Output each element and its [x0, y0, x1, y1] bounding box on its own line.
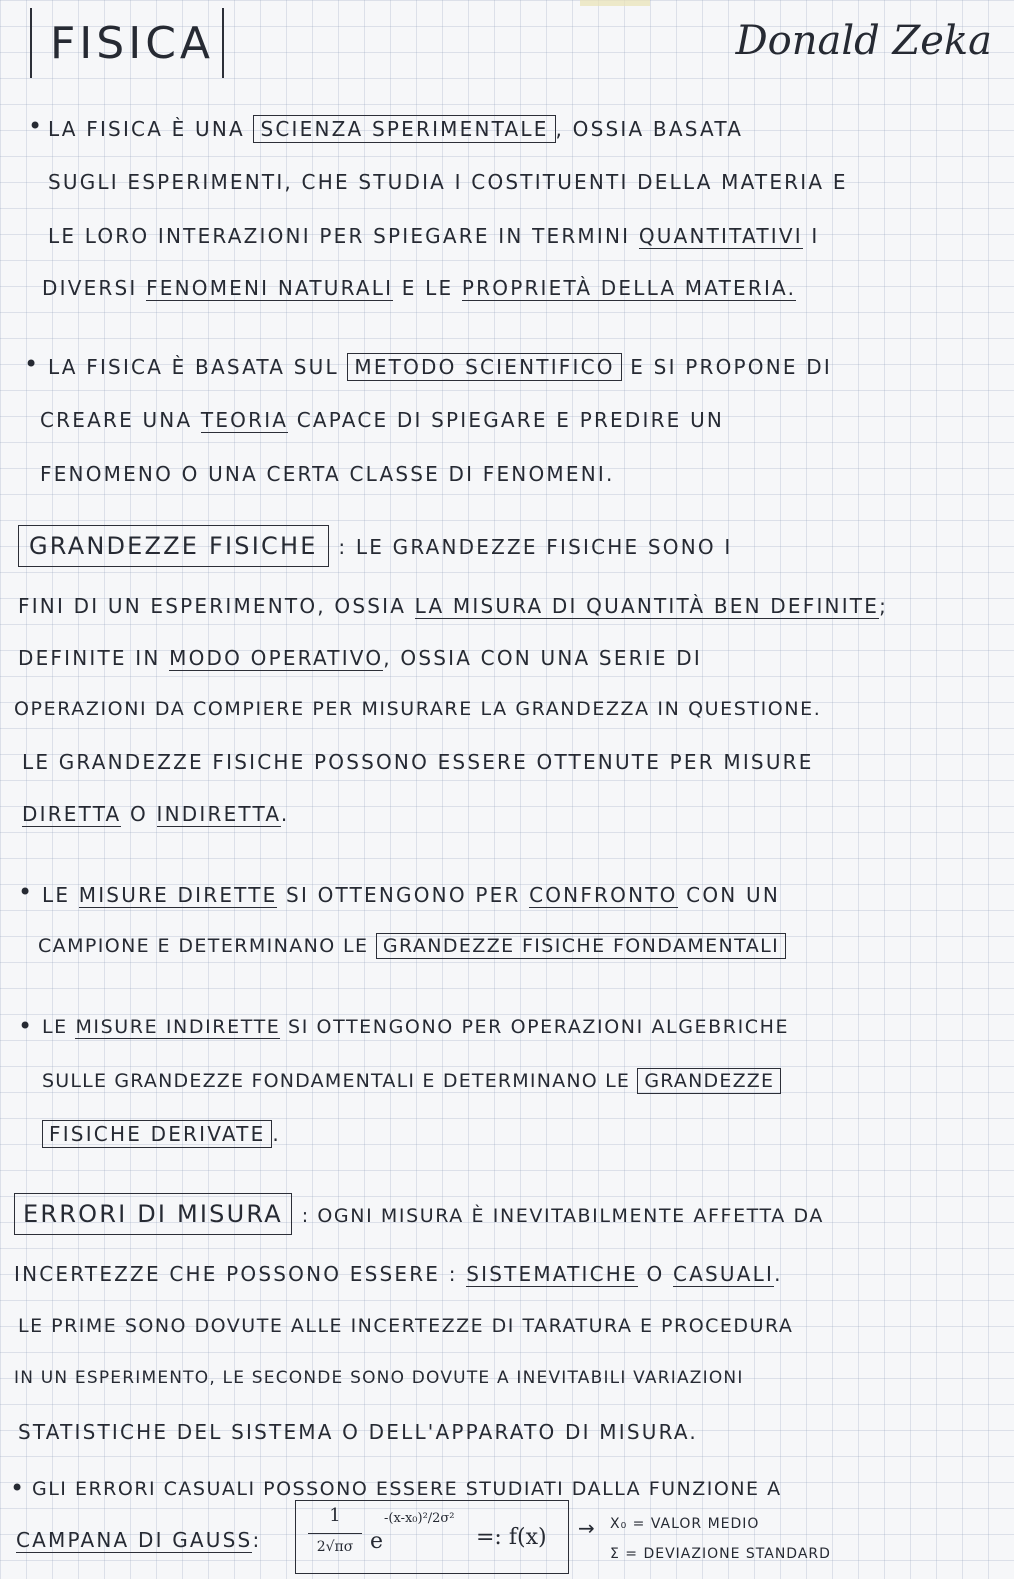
- boxed-term: FISICHE DERIVATE: [42, 1120, 272, 1148]
- page-title-text: FISICA: [50, 18, 215, 69]
- grandezze-line-3: [18, 646, 702, 670]
- author-name: Donald Zeka: [735, 18, 992, 64]
- def-mean: X₀ = VALOR MEDIO: [610, 1516, 760, 1532]
- text: FINI DI UN ESPERIMENTO, OSSIA: [18, 594, 407, 618]
- boxed-term: GRANDEZZE FISICHE FONDAMENTALI: [376, 933, 786, 959]
- dirette-line-2: [38, 935, 786, 957]
- indirette-line-3: [42, 1122, 281, 1146]
- intro-line-3: [48, 224, 820, 248]
- tape-strip: [580, 0, 650, 6]
- text: DEFINITE IN: [18, 646, 161, 670]
- text: O: [646, 1262, 665, 1286]
- underlined-term: CONFRONTO: [529, 883, 678, 907]
- text: :: [252, 1528, 262, 1552]
- text: SI OTTENGONO PER: [286, 883, 521, 907]
- underlined-term: MISURE DIRETTE: [78, 883, 278, 907]
- bullet-dot: •: [18, 1012, 33, 1040]
- text: SULLE GRANDEZZE FONDAMENTALI E DETERMINANO LE: [42, 1070, 631, 1092]
- text: .: [280, 802, 290, 826]
- bullet-dot: •: [10, 1474, 25, 1502]
- intro2-line-1: [48, 355, 832, 379]
- dirette-line-1: [42, 883, 780, 907]
- intro-line-2: SUGLI ESPERIMENTI, CHE STUDIA I COSTITUENTI DELLA MATERIA E: [48, 170, 848, 194]
- bullet-dot: •: [24, 350, 39, 378]
- errori-line-7: [16, 1528, 261, 1552]
- text: .: [272, 1122, 281, 1146]
- def-stddev: Σ = DEVIAZIONE STANDARD: [610, 1546, 831, 1562]
- errori-line-5: STATISTICHE DEL SISTEMA O DELL'APPARATO DI MISURA.: [18, 1420, 698, 1444]
- indirette-line-1: [42, 1016, 789, 1038]
- formula-numerator: 1: [329, 1505, 341, 1526]
- text: DIVERSI: [42, 276, 138, 300]
- text: : LE GRANDEZZE FISICHE SONO I: [338, 535, 733, 559]
- formula-exponent: -(x-x₀)²/2σ²: [384, 1511, 455, 1526]
- text: LE: [42, 1016, 68, 1038]
- errori-line-2: [14, 1262, 783, 1286]
- indirette-line-2: [42, 1070, 781, 1092]
- text: , OSSIA BASATA: [555, 117, 744, 141]
- errori-line-3: LE PRIME SONO DOVUTE ALLE INCERTEZZE DI TARATURA E PROCEDURA: [18, 1315, 794, 1337]
- text: ;: [879, 594, 889, 618]
- errori-line-1: [14, 1200, 824, 1228]
- underlined-term: DIRETTA: [22, 802, 122, 826]
- underlined-term: CASUALI: [672, 1262, 775, 1286]
- text: CON UN: [686, 883, 780, 907]
- formula-base: e: [370, 1529, 384, 1554]
- text: I: [811, 224, 820, 248]
- text: E SI PROPONE DI: [630, 355, 832, 379]
- text: : OGNI MISURA È INEVITABILMENTE AFFETTA DA: [301, 1205, 825, 1227]
- underlined-term: CAMPANA DI GAUSS: [16, 1528, 253, 1552]
- errori-line-4: IN UN ESPERIMENTO, LE SECONDE SONO DOVUTE A INEVITABILI VARIAZIONI: [14, 1368, 744, 1388]
- text: CREARE UNA: [40, 408, 193, 432]
- text: , OSSIA CON UNA SERIE DI: [383, 646, 702, 670]
- grandezze-line-2: [18, 594, 888, 618]
- underlined-term: SISTEMATICHE: [466, 1262, 638, 1286]
- text: LE LORO INTERAZIONI PER SPIEGARE IN TERMINI: [48, 224, 631, 248]
- grandezze-line-6: [22, 802, 289, 826]
- text: CAPACE DI SPIEGARE E PREDIRE UN: [296, 408, 725, 432]
- intro2-line-3: FENOMENO O UNA CERTA CLASSE DI FENOMENI.: [40, 462, 615, 486]
- formula-denominator: 2√πσ: [316, 1539, 354, 1555]
- page-title: [30, 8, 224, 78]
- bullet-dot: •: [18, 878, 33, 906]
- errori-line-6: GLI ERRORI CASUALI POSSONO ESSERE STUDIATI DALLA FUNZIONE A: [32, 1478, 782, 1500]
- underlined-term: FENOMENI NATURALI: [146, 276, 394, 300]
- bullet-dot: •: [28, 112, 43, 140]
- formula-equals: =: f(x): [476, 1525, 547, 1550]
- underlined-term: MISURE INDIRETTE: [75, 1016, 281, 1038]
- text: E LE: [401, 276, 454, 300]
- underlined-term: QUANTITATIVI: [638, 224, 803, 248]
- underlined-term: PROPRIETÀ DELLA MATERIA.: [461, 276, 797, 300]
- grandezze-line-5: LE GRANDEZZE FISICHE POSSONO ESSERE OTTENUTE PER MISURE: [22, 750, 814, 774]
- grandezze-line-1: [18, 532, 733, 560]
- underlined-term: TEORIA: [200, 408, 289, 432]
- underlined-term: INDIRETTA: [156, 802, 281, 826]
- grandezze-line-4: OPERAZIONI DA COMPIERE PER MISURARE LA GRANDEZZA IN QUESTIONE.: [14, 698, 822, 720]
- section-heading: GRANDEZZE FISICHE: [18, 525, 329, 567]
- text: INCERTEZZE CHE POSSONO ESSERE :: [14, 1262, 458, 1286]
- gauss-formula-box: [295, 1500, 569, 1574]
- boxed-term: SCIENZA SPERIMENTALE: [253, 115, 555, 143]
- text: O: [130, 802, 148, 826]
- text: LA FISICA È UNA: [48, 117, 245, 141]
- boxed-term: METODO SCIENTIFICO: [347, 353, 621, 381]
- section-heading: ERRORI DI MISURA: [14, 1193, 292, 1235]
- text: CAMPIONE E DETERMINANO LE: [38, 935, 369, 957]
- underlined-term: LA MISURA DI QUANTITÀ BEN DEFINITE: [414, 594, 880, 618]
- boxed-term: GRANDEZZE: [637, 1068, 781, 1094]
- text: SI OTTENGONO PER OPERAZIONI ALGEBRICHE: [288, 1016, 790, 1038]
- arrow-icon: →: [578, 1516, 595, 1540]
- text: .: [774, 1262, 783, 1286]
- text: LE: [42, 883, 71, 907]
- text: LA FISICA È BASATA SUL: [48, 355, 339, 379]
- intro-line-1: [48, 117, 743, 141]
- intro-line-4: [42, 276, 796, 300]
- intro2-line-2: [40, 408, 724, 432]
- underlined-term: MODO OPERATIVO: [169, 646, 384, 670]
- fraction-bar: [308, 1533, 362, 1534]
